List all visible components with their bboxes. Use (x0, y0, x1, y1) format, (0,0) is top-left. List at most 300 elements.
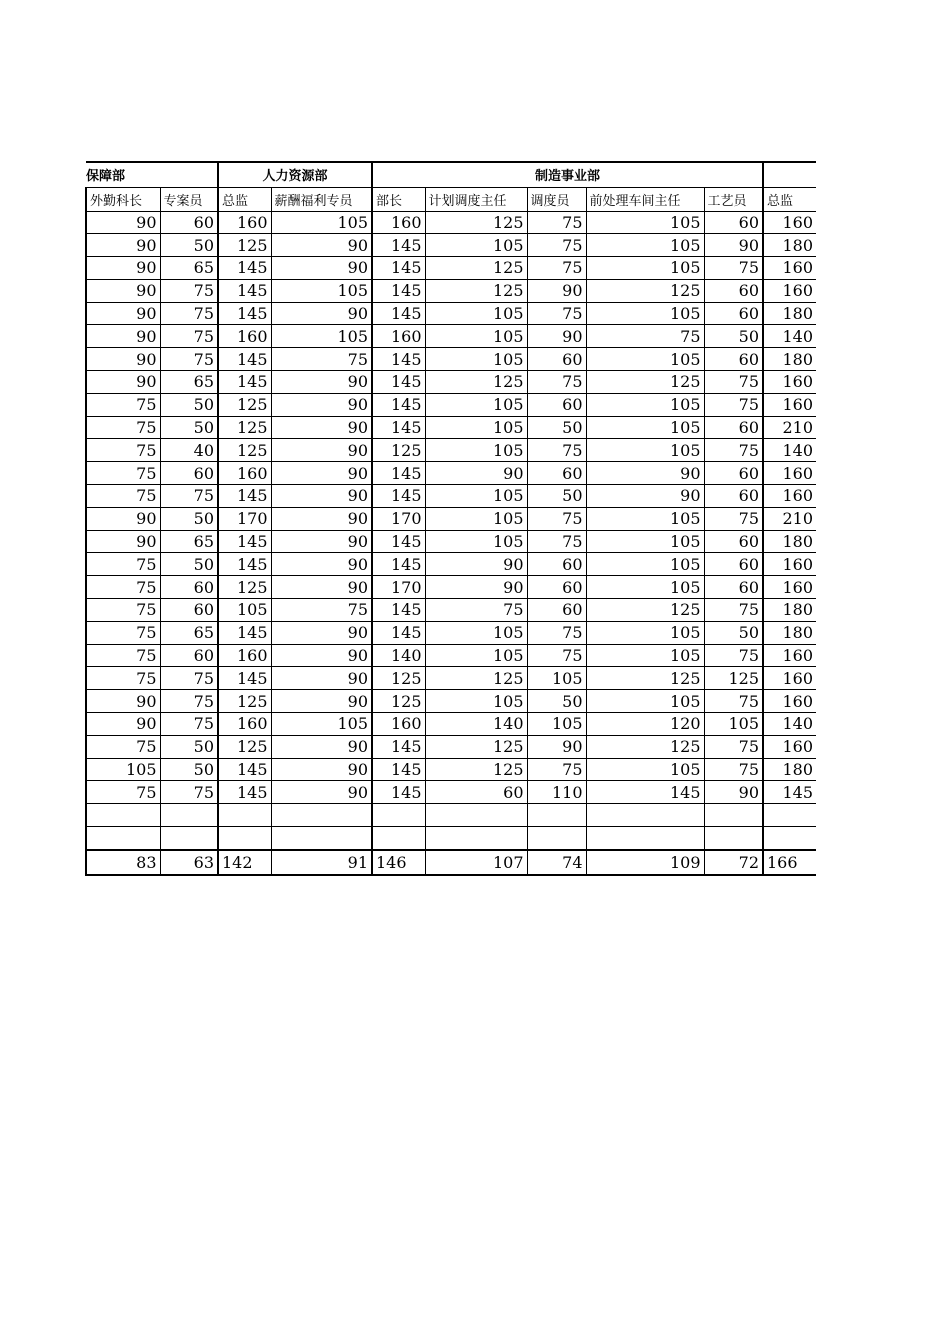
table-cell: 160 (372, 713, 425, 736)
table-cell: 145 (218, 302, 271, 325)
average-cell: 109 (586, 850, 704, 875)
blank-row (86, 804, 816, 827)
table-cell: 90 (271, 393, 372, 416)
table-cell: 145 (372, 485, 425, 508)
table-cell: 145 (218, 485, 271, 508)
table-cell: 105 (425, 690, 527, 713)
table-cell: 170 (372, 576, 425, 599)
table-cell: 105 (425, 325, 527, 348)
average-row (86, 850, 816, 875)
column-header: 计划调度主任 (425, 187, 527, 211)
column-header: 薪酬福利专员 (271, 187, 372, 211)
table-cell: 160 (763, 393, 816, 416)
table-cell: 90 (86, 348, 160, 371)
table-cell: 180 (763, 621, 816, 644)
table-cell: 105 (586, 553, 704, 576)
table-row (86, 713, 816, 736)
table-cell: 105 (586, 530, 704, 553)
table-cell: 105 (586, 302, 704, 325)
table-cell: 125 (372, 439, 425, 462)
table-cell: 50 (704, 325, 763, 348)
table-cell: 145 (218, 257, 271, 280)
empty-cell (86, 804, 160, 827)
table-cell: 75 (704, 644, 763, 667)
table-cell: 145 (372, 234, 425, 257)
table-cell: 75 (704, 690, 763, 713)
table-cell: 160 (763, 462, 816, 485)
table-row (86, 462, 816, 485)
table-cell: 60 (160, 576, 218, 599)
column-header: 专案员 (160, 187, 218, 211)
table-cell: 160 (218, 644, 271, 667)
table-cell: 75 (86, 393, 160, 416)
table-cell: 125 (586, 599, 704, 622)
table-cell: 75 (527, 644, 586, 667)
table-cell: 75 (86, 576, 160, 599)
table-cell: 140 (763, 439, 816, 462)
average-cell: 74 (527, 850, 586, 875)
table-cell: 125 (218, 234, 271, 257)
table-cell: 60 (704, 553, 763, 576)
empty-cell (271, 827, 372, 850)
table-row (86, 644, 816, 667)
table-cell: 90 (86, 507, 160, 530)
table-cell: 105 (586, 690, 704, 713)
table-cell: 180 (763, 348, 816, 371)
table-cell: 180 (763, 234, 816, 257)
table-cell: 105 (218, 599, 271, 622)
table-cell: 90 (86, 371, 160, 394)
table-cell: 105 (586, 576, 704, 599)
table-cell: 105 (586, 507, 704, 530)
table-cell: 125 (218, 735, 271, 758)
table-cell: 105 (425, 393, 527, 416)
table-cell: 145 (218, 348, 271, 371)
table-cell: 145 (372, 553, 425, 576)
table-cell: 120 (586, 713, 704, 736)
table-cell: 90 (271, 234, 372, 257)
table-cell: 60 (704, 576, 763, 599)
table-cell: 65 (160, 257, 218, 280)
empty-cell (704, 804, 763, 827)
table-cell: 125 (218, 439, 271, 462)
table-cell: 170 (218, 507, 271, 530)
empty-cell (763, 804, 816, 827)
blank-row (86, 827, 816, 850)
table-row (86, 439, 816, 462)
table-cell: 50 (527, 416, 586, 439)
table-cell: 90 (425, 462, 527, 485)
table-cell: 75 (527, 371, 586, 394)
empty-cell (160, 804, 218, 827)
table-cell: 75 (160, 348, 218, 371)
table-cell: 60 (704, 279, 763, 302)
empty-cell (527, 827, 586, 850)
empty-cell (527, 804, 586, 827)
table-cell: 90 (704, 234, 763, 257)
table-cell: 60 (527, 576, 586, 599)
table-cell: 50 (160, 393, 218, 416)
table-cell: 50 (704, 621, 763, 644)
column-header-row (86, 187, 816, 211)
column-header: 外勤科长 (86, 187, 160, 211)
table-cell: 75 (160, 713, 218, 736)
table-cell: 105 (425, 234, 527, 257)
table-cell: 160 (218, 211, 271, 234)
table-cell: 60 (704, 530, 763, 553)
department-name: 保障部 (86, 162, 218, 187)
table-cell: 75 (704, 507, 763, 530)
table-cell: 75 (704, 257, 763, 280)
table-cell: 75 (86, 439, 160, 462)
table-cell: 90 (271, 416, 372, 439)
table-cell: 60 (704, 485, 763, 508)
table-cell: 60 (527, 348, 586, 371)
table-cell: 75 (586, 325, 704, 348)
table-cell: 60 (425, 781, 527, 804)
table-row (86, 302, 816, 325)
table-cell: 145 (372, 416, 425, 439)
table-row (86, 599, 816, 622)
table-cell: 145 (586, 781, 704, 804)
table-cell: 75 (86, 735, 160, 758)
table-cell: 160 (763, 279, 816, 302)
table-cell: 105 (425, 621, 527, 644)
table-cell: 75 (704, 599, 763, 622)
table-cell: 170 (372, 507, 425, 530)
table-cell: 75 (160, 279, 218, 302)
table-cell: 105 (425, 530, 527, 553)
table-cell: 75 (704, 439, 763, 462)
table-cell: 65 (160, 371, 218, 394)
department-name (763, 162, 816, 187)
table-cell: 105 (586, 257, 704, 280)
table-row (86, 348, 816, 371)
table-cell: 65 (160, 530, 218, 553)
table-cell: 105 (425, 485, 527, 508)
table-cell: 75 (527, 234, 586, 257)
table-cell: 75 (271, 599, 372, 622)
table-cell: 60 (160, 599, 218, 622)
table-row (86, 257, 816, 280)
table-row (86, 758, 816, 781)
table-cell: 160 (763, 667, 816, 690)
table-cell: 90 (271, 371, 372, 394)
empty-cell (86, 827, 160, 850)
table-cell: 40 (160, 439, 218, 462)
table-cell: 125 (586, 371, 704, 394)
table-cell: 90 (271, 667, 372, 690)
table-cell: 75 (527, 439, 586, 462)
average-cell: 83 (86, 850, 160, 875)
table-cell: 90 (704, 781, 763, 804)
table-cell: 125 (586, 735, 704, 758)
table-cell: 125 (425, 758, 527, 781)
table-cell: 145 (372, 462, 425, 485)
table-row (86, 690, 816, 713)
table-row (86, 667, 816, 690)
average-cell: 107 (425, 850, 527, 875)
table-row (86, 416, 816, 439)
table-cell: 90 (271, 439, 372, 462)
empty-cell (425, 827, 527, 850)
table-cell: 75 (704, 371, 763, 394)
average-cell: 91 (271, 850, 372, 875)
table-cell: 90 (527, 735, 586, 758)
table-cell: 90 (86, 257, 160, 280)
table-cell: 75 (160, 781, 218, 804)
table-cell: 145 (218, 621, 271, 644)
table-cell: 90 (271, 735, 372, 758)
table-cell: 125 (372, 667, 425, 690)
empty-cell (218, 804, 271, 827)
table-cell: 145 (218, 371, 271, 394)
table-row (86, 211, 816, 234)
empty-cell (218, 827, 271, 850)
table-cell: 90 (586, 462, 704, 485)
table-cell: 105 (586, 211, 704, 234)
table-cell: 125 (218, 393, 271, 416)
table-cell: 75 (160, 667, 218, 690)
table-cell: 50 (160, 735, 218, 758)
table-cell: 75 (160, 302, 218, 325)
table-row (86, 325, 816, 348)
table-cell: 75 (86, 621, 160, 644)
table-cell: 105 (586, 234, 704, 257)
table-cell: 145 (218, 530, 271, 553)
table-cell: 105 (271, 211, 372, 234)
table-cell: 60 (527, 599, 586, 622)
table-cell: 60 (527, 462, 586, 485)
table-cell: 145 (218, 758, 271, 781)
table-cell: 90 (86, 211, 160, 234)
table-cell: 145 (218, 781, 271, 804)
table-row (86, 485, 816, 508)
table-cell: 160 (763, 485, 816, 508)
table-row (86, 234, 816, 257)
table-cell: 160 (372, 325, 425, 348)
table-cell: 145 (372, 621, 425, 644)
table-cell: 125 (218, 416, 271, 439)
table-cell: 105 (271, 325, 372, 348)
table-cell: 90 (271, 553, 372, 576)
table-cell: 90 (271, 644, 372, 667)
table-cell: 90 (86, 530, 160, 553)
empty-cell (160, 827, 218, 850)
table-cell: 125 (425, 667, 527, 690)
table-cell: 75 (86, 416, 160, 439)
average-cell: 63 (160, 850, 218, 875)
average-cell: 142 (218, 850, 271, 875)
table-cell: 140 (425, 713, 527, 736)
empty-cell (271, 804, 372, 827)
table-cell: 145 (763, 781, 816, 804)
table-cell: 90 (86, 279, 160, 302)
table-cell: 90 (271, 758, 372, 781)
table-cell: 105 (271, 713, 372, 736)
table-cell: 105 (425, 507, 527, 530)
table-cell: 160 (763, 576, 816, 599)
table-cell: 50 (160, 416, 218, 439)
empty-cell (586, 827, 704, 850)
table-cell: 50 (160, 234, 218, 257)
table-row (86, 371, 816, 394)
table-cell: 210 (763, 416, 816, 439)
table-cell: 90 (271, 576, 372, 599)
table-cell: 180 (763, 302, 816, 325)
table-cell: 75 (527, 257, 586, 280)
table-cell: 105 (527, 667, 586, 690)
table-cell: 65 (160, 621, 218, 644)
table-row (86, 781, 816, 804)
table-row (86, 553, 816, 576)
table-cell: 90 (271, 621, 372, 644)
table-cell: 145 (218, 667, 271, 690)
table-cell: 140 (763, 713, 816, 736)
table-cell: 160 (218, 713, 271, 736)
table-cell: 90 (527, 279, 586, 302)
table-cell: 75 (86, 781, 160, 804)
table-cell: 145 (372, 530, 425, 553)
table-cell: 60 (527, 553, 586, 576)
empty-cell (372, 827, 425, 850)
department-header-row (86, 162, 816, 187)
table-cell: 75 (527, 758, 586, 781)
column-header: 调度员 (527, 187, 586, 211)
table-row (86, 393, 816, 416)
table-cell: 160 (763, 690, 816, 713)
table-cell: 75 (704, 735, 763, 758)
table-cell: 75 (86, 553, 160, 576)
table-cell: 90 (271, 781, 372, 804)
average-cell: 166 (763, 850, 816, 875)
table-cell: 125 (372, 690, 425, 713)
table-cell: 60 (160, 644, 218, 667)
table-cell: 160 (763, 211, 816, 234)
table-cell: 145 (218, 279, 271, 302)
table-row (86, 279, 816, 302)
table-cell: 90 (271, 257, 372, 280)
table-cell: 160 (763, 257, 816, 280)
column-header: 总监 (763, 187, 816, 211)
table-cell: 125 (218, 690, 271, 713)
department-name: 人力资源部 (218, 162, 372, 187)
table-cell: 105 (86, 758, 160, 781)
table-cell: 60 (704, 302, 763, 325)
table-cell: 145 (372, 781, 425, 804)
table-cell: 105 (704, 713, 763, 736)
table-cell: 105 (271, 279, 372, 302)
table-cell: 160 (763, 735, 816, 758)
column-header: 前处理车间主任 (586, 187, 704, 211)
table-cell: 125 (425, 371, 527, 394)
average-cell: 72 (704, 850, 763, 875)
table-cell: 145 (372, 348, 425, 371)
department-name: 制造事业部 (372, 162, 763, 187)
table-cell: 90 (271, 302, 372, 325)
table-cell: 145 (372, 257, 425, 280)
table-cell: 90 (271, 485, 372, 508)
table-cell: 105 (586, 621, 704, 644)
table-cell: 145 (372, 735, 425, 758)
table-cell: 140 (763, 325, 816, 348)
table-cell: 90 (86, 302, 160, 325)
table-cell: 105 (425, 439, 527, 462)
table-cell: 90 (527, 325, 586, 348)
table-cell: 105 (425, 644, 527, 667)
table-cell: 90 (425, 576, 527, 599)
table-cell: 145 (372, 599, 425, 622)
table-cell: 105 (425, 416, 527, 439)
table-cell: 145 (218, 553, 271, 576)
empty-cell (372, 804, 425, 827)
table-cell: 125 (425, 211, 527, 234)
table-cell: 75 (425, 599, 527, 622)
empty-cell (586, 804, 704, 827)
table-cell: 60 (704, 348, 763, 371)
table-cell: 75 (527, 530, 586, 553)
table-cell: 75 (527, 621, 586, 644)
table-row (86, 735, 816, 758)
table-cell: 105 (425, 302, 527, 325)
table-cell: 105 (586, 644, 704, 667)
table-cell: 60 (527, 393, 586, 416)
table-cell: 105 (586, 348, 704, 371)
empty-cell (763, 827, 816, 850)
table-cell: 60 (704, 416, 763, 439)
table-row (86, 507, 816, 530)
table-cell: 160 (763, 644, 816, 667)
table-cell: 90 (586, 485, 704, 508)
table-cell: 125 (425, 279, 527, 302)
table-cell: 110 (527, 781, 586, 804)
table-cell: 75 (160, 325, 218, 348)
table-cell: 75 (704, 758, 763, 781)
table-cell: 105 (586, 439, 704, 462)
empty-cell (704, 827, 763, 850)
table-cell: 50 (527, 690, 586, 713)
table-cell: 125 (218, 576, 271, 599)
salary-table (85, 161, 816, 876)
table-cell: 90 (271, 507, 372, 530)
table-cell: 90 (271, 530, 372, 553)
table-cell: 75 (527, 507, 586, 530)
table-cell: 160 (218, 325, 271, 348)
empty-cell (425, 804, 527, 827)
table-cell: 210 (763, 507, 816, 530)
table-cell: 75 (86, 462, 160, 485)
table-cell: 145 (372, 279, 425, 302)
table-cell: 105 (586, 758, 704, 781)
table-cell: 75 (160, 690, 218, 713)
table-cell: 125 (704, 667, 763, 690)
table-cell: 105 (425, 348, 527, 371)
table-cell: 75 (527, 302, 586, 325)
table-row (86, 530, 816, 553)
table-cell: 50 (527, 485, 586, 508)
table-cell: 125 (425, 257, 527, 280)
table-cell: 160 (218, 462, 271, 485)
table-cell: 180 (763, 530, 816, 553)
table-cell: 50 (160, 553, 218, 576)
table-cell: 60 (160, 211, 218, 234)
table-cell: 75 (86, 667, 160, 690)
table-cell: 145 (372, 371, 425, 394)
column-header: 总监 (218, 187, 271, 211)
table-cell: 160 (763, 553, 816, 576)
table-cell: 90 (86, 713, 160, 736)
table-cell: 75 (160, 485, 218, 508)
